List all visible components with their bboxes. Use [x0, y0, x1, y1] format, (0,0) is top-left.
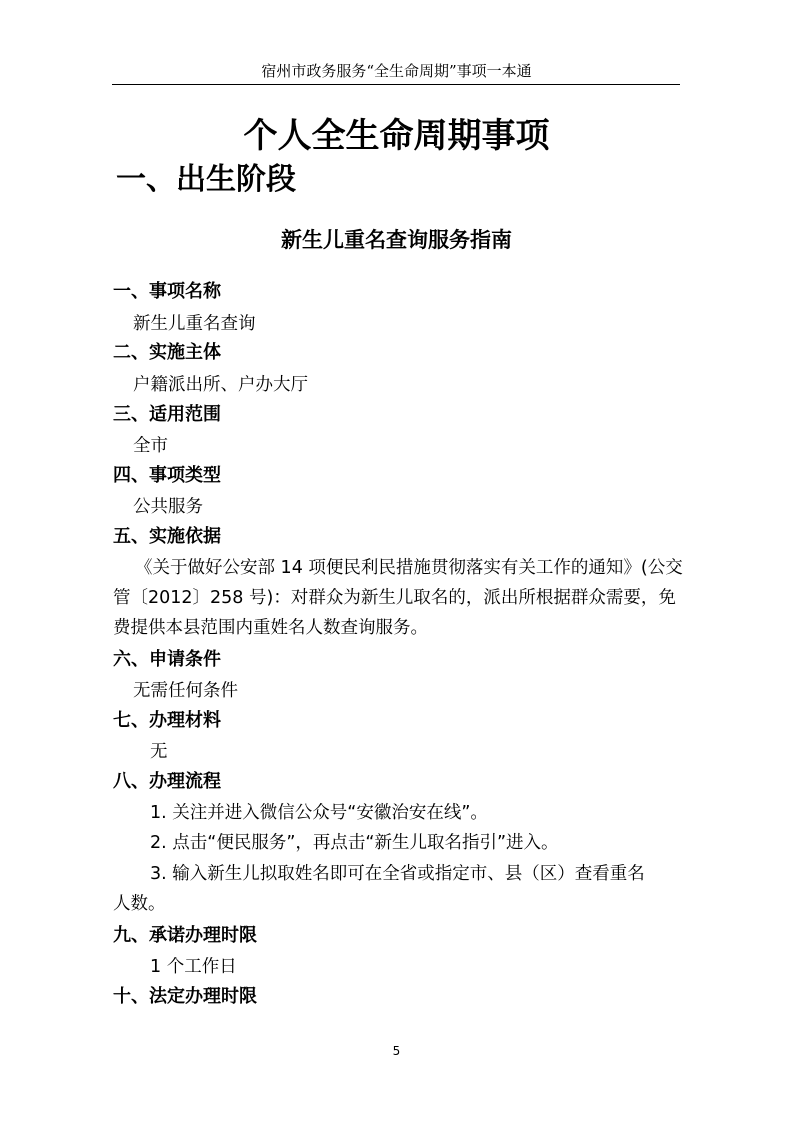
promised-time-value: 1 个工作日: [150, 957, 237, 977]
process-step-2: 2. 点击“便民服务”，再点击“新生儿取名指引”进入。: [150, 833, 559, 853]
basis-paragraph: 《关于做好公安部 14 项便民利民措施贯彻落实有关工作的通知》(公交管〔2012〕258 号)：对群众为新生儿取名的，派出所根据群众需要，免费提供本县范围内重姓名人数查询服务。: [113, 558, 683, 638]
section-heading-implementer: 二、实施主体: [113, 342, 221, 363]
item-name-value: 新生儿重名查询: [133, 314, 256, 334]
section-heading-materials: 七、办理材料: [113, 710, 221, 731]
section-heading-process: 八、办理流程: [113, 771, 221, 792]
section-heading-item-name: 一、事项名称: [113, 281, 221, 302]
page-number: 5: [392, 1044, 401, 1058]
item-type-value: 公共服务: [133, 497, 203, 517]
section-heading-scope: 三、适用范围: [113, 404, 221, 425]
section-heading-basis: 五、实施依据: [113, 526, 221, 547]
process-step-3: 3. 输入新生儿拟取姓名即可在全省或指定市、县（区）查看重名: [150, 864, 645, 884]
main-title: 个人全生命周期事项: [243, 116, 550, 156]
page-header: 宿州市政务服务“全生命周期”事项一本通: [261, 62, 532, 80]
conditions-value: 无需任何条件: [133, 681, 238, 701]
section-heading-promised-time: 九、承诺办理时限: [113, 925, 257, 946]
stage-title: 一、出生阶段: [116, 162, 296, 197]
implementer-value: 户籍派出所、户办大厅: [133, 375, 308, 395]
header-rule: [112, 84, 680, 85]
section-heading-legal-time: 十、法定办理时限: [113, 986, 257, 1007]
guide-title: 新生儿重名查询服务指南: [281, 228, 512, 252]
process-step-1: 1. 关注并进入微信公众号“安徽治安在线”。: [150, 803, 488, 823]
scope-value: 全市: [133, 436, 168, 456]
materials-value: 无: [150, 742, 168, 762]
section-heading-item-type: 四、事项类型: [113, 465, 221, 486]
process-step-3-continued: 人数。: [113, 894, 166, 914]
section-heading-conditions: 六、申请条件: [113, 649, 221, 670]
